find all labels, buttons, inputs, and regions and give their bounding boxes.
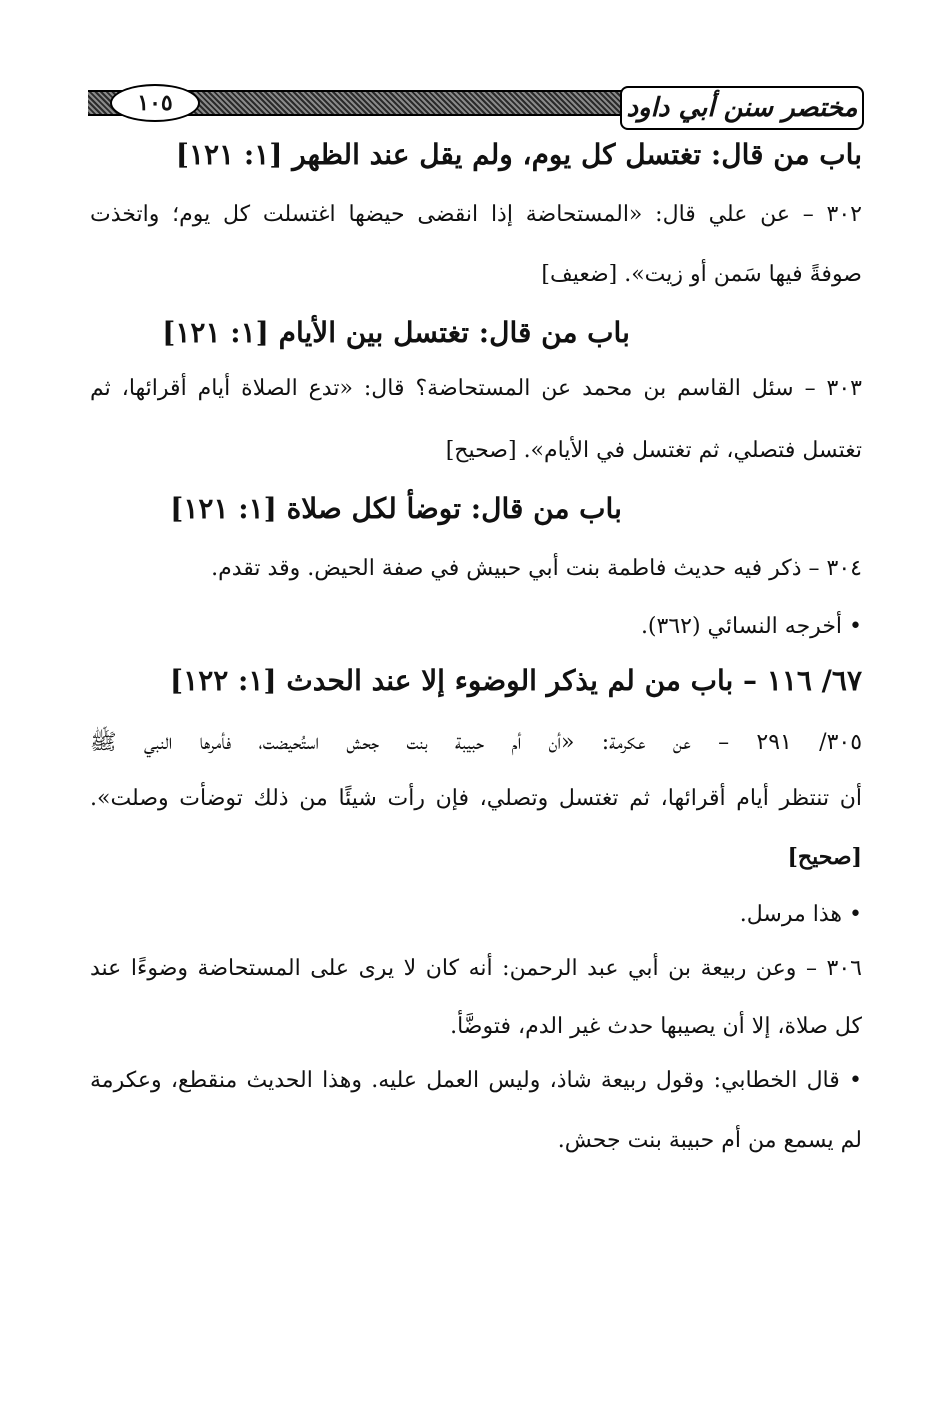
page-number: ١٠٥ xyxy=(110,84,200,122)
hadith-305-line-2: أن تنتظر أيام أقرائها، ثم تغتسل وتصلي، فإن رأت شيئًا من ذلك توضأت وصلت». xyxy=(90,786,862,811)
note-306-line-1: • قال الخطابي: وقول ربيعة شاذ، وليس العمل عليه. وهذا الحديث منقطع، وعكرمة xyxy=(90,1068,862,1093)
chapter-heading-4: ٦٧/ ١١٦ – باب من لم يذكر الوضوء إلا عند الحدث [١: ١٢٢] xyxy=(169,664,862,697)
hadith-305-line-1: ٣٠٥/ ٢٩١ – عن عكرمة: «أن أم حبيبة بنت جحش استُحيضت، فأمرها النبي ﷺ xyxy=(90,730,863,755)
chapter-heading-3: باب من قال: توضأ لكل صلاة [١: ١٢١] xyxy=(170,492,622,525)
hadith-304-line: ٣٠٤ – ذكر فيه حديث فاطمة بنت أبي حبيش في صفة الحيض. وقد تقدم. xyxy=(211,556,862,581)
hadith-306-line-2: كل صلاة، إلا أن يصيبها حدث غير الدم، فتوضَّأ. xyxy=(450,1014,862,1039)
note-305: • هذا مرسل. xyxy=(739,902,862,927)
hadith-303-line-1: ٣٠٣ – سئل القاسم بن محمد عن المستحاضة؟ قال: «تدع الصلاة أيام أقرائها، ثم xyxy=(90,376,862,401)
hadith-303-line-2: تغتسل فتصلي، ثم تغتسل في الأيام». [صحيح] xyxy=(445,438,862,463)
note-306-line-2: لم يسمع من أم حبيبة بنت جحش. xyxy=(557,1128,862,1153)
hadith-302-line-1: ٣٠٢ – عن علي قال: «المستحاضة إذا انقضى حيضها اغتسلت كل يوم؛ واتخذت xyxy=(90,202,862,227)
hadith-302-line-2: صوفةً فيها سَمن أو زيت». [ضعيف] xyxy=(541,262,862,287)
chapter-heading-2: باب من قال: تغتسل بين الأيام [١: ١٢١] xyxy=(162,316,630,349)
note-304: • أخرجه النسائي (٣٦٢). xyxy=(640,614,862,639)
hadith-306-line-1: ٣٠٦ – وعن ربيعة بن أبي عبد الرحمن: أنه كان لا يرى على المستحاضة وضوءًا عند xyxy=(90,956,862,981)
book-title: مختصر سنن أبي داود xyxy=(620,86,864,130)
hadith-305-grade: [صحيح] xyxy=(787,844,862,870)
chapter-heading-1: باب من قال: تغتسل كل يوم، ولم يقل عند الظهر [١: ١٢١] xyxy=(175,138,862,171)
